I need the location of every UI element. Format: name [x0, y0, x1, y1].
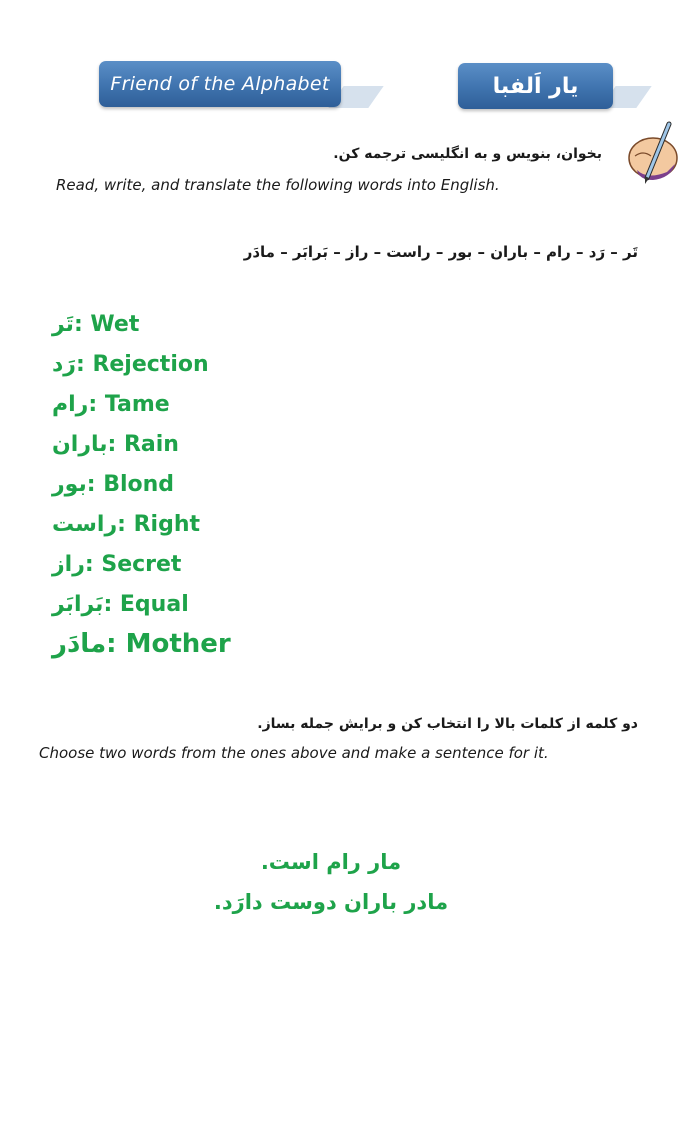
exercise1-instruction-en: Read, write, and translate the following words into English.: [56, 176, 500, 194]
answer-row: باران : Rain: [52, 431, 179, 457]
answer-fa: باران: [52, 431, 108, 457]
answer-row: رَد : Rejection: [52, 351, 209, 377]
writing-hand-icon: [627, 120, 679, 186]
answer-en: Secret: [101, 551, 182, 577]
answer-row: راست : Right: [52, 511, 201, 537]
answer-fa: بَرابَر: [52, 591, 104, 617]
sentence: مادر باران دوست دارَد.: [213, 890, 449, 914]
answer-row: بَرابَر : Equal: [52, 591, 189, 617]
answer-fa: راست: [52, 511, 118, 537]
word-list: تَر – رَد – رام – باران – بور – راست – راز – بَرابَر – مادَر: [243, 243, 638, 261]
answer-fa: تَر: [52, 311, 74, 337]
answer-en: Blond: [103, 471, 175, 497]
exercise2-instruction-fa: دو کلمه از کلمات بالا را انتخاب کن و برایش جمله بساز.: [257, 716, 638, 732]
answer-en: Wet: [90, 311, 140, 337]
answer-fa: رَد: [52, 351, 76, 377]
banner-title-en: [99, 61, 341, 107]
answer-row: راز : Secret: [52, 551, 182, 577]
answer-en: Right: [133, 511, 201, 537]
answer-fa: راز: [52, 551, 85, 577]
exercise1-instruction-fa: بخوان، بنویس و به انگلیسی ترجمه کن.: [333, 146, 602, 162]
answer-en: Equal: [119, 591, 189, 617]
answer-en: Tame: [104, 391, 170, 417]
exercise2-instruction-en: Choose two words from the ones above and make a sentence for it.: [39, 744, 549, 762]
answer-row: تَر : Wet: [52, 311, 140, 337]
title-en: Friend of the Alphabet: [110, 73, 330, 95]
answer-list: [52, 304, 231, 664]
answer-row: رام : Tame: [52, 391, 170, 417]
answer-en: Rejection: [92, 351, 209, 377]
answer-row: مادَر : Mother: [52, 629, 231, 659]
answer-fa: مادَر: [52, 629, 107, 659]
answer-fa: بور: [52, 471, 87, 497]
title-fa: یار اَلفبا: [492, 73, 579, 99]
banner-title-fa: [458, 63, 613, 109]
answer-fa: رام: [52, 391, 89, 417]
sentence-answers: [0, 842, 662, 922]
answer-row: بور : Blond: [52, 471, 175, 497]
sentence: مار رام است.: [260, 850, 402, 874]
answer-en: Mother: [125, 629, 231, 659]
answer-en: Rain: [123, 431, 179, 457]
